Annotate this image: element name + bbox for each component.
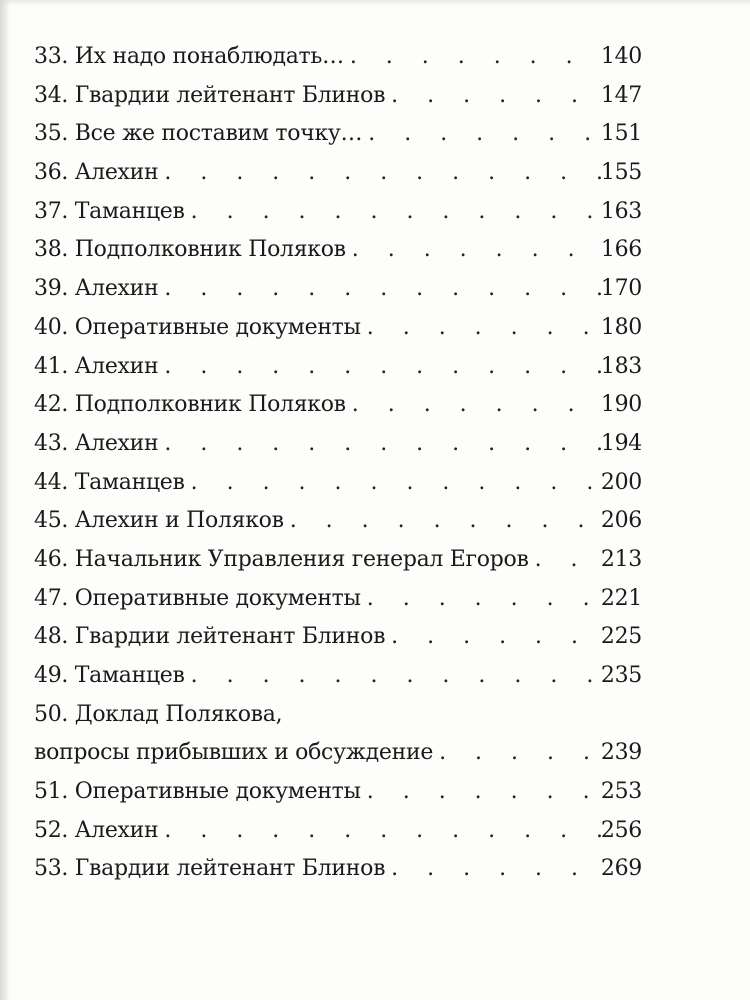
toc-entry-title: 52. Алехин — [34, 817, 159, 843]
toc-entry-page: 213 — [600, 546, 642, 572]
toc-entry-47[interactable] — [34, 580, 642, 619]
dot-leader — [385, 77, 601, 116]
toc-entry-title: вопросы прибывших и обсуждение — [34, 740, 434, 766]
dot-leader — [433, 734, 601, 773]
toc-entry-page: 166 — [600, 237, 642, 263]
toc-entry-page: 206 — [600, 508, 642, 534]
dot-leader — [284, 502, 601, 541]
dot-leader — [362, 115, 601, 154]
toc-entry-page: 194 — [600, 430, 642, 456]
table-of-contents — [34, 38, 642, 889]
toc-entry-36[interactable] — [34, 154, 642, 193]
dot-leader — [385, 618, 601, 657]
toc-entry-page: 221 — [600, 585, 642, 611]
toc-entry-49[interactable] — [34, 657, 642, 696]
toc-entry-title: 36. Алехин — [34, 160, 159, 186]
toc-entry-page: 147 — [600, 82, 642, 108]
dot-leader — [346, 231, 601, 270]
toc-entry-title: 50. Доклад Полякова, — [34, 701, 283, 727]
toc-entry-title: 53. Гвардии лейтенант Блинов — [34, 856, 386, 882]
page-edge-shadow — [0, 0, 750, 6]
toc-entry-53[interactable] — [34, 850, 642, 889]
dot-leader — [185, 193, 601, 232]
toc-entry-page: 269 — [600, 856, 642, 882]
toc-entry-42[interactable] — [34, 386, 642, 425]
dot-leader — [361, 309, 601, 348]
toc-entry-page: 140 — [600, 44, 642, 69]
toc-entry-34[interactable] — [34, 77, 642, 116]
toc-entry-title: 35. Все же поставим точку… — [34, 121, 363, 147]
toc-entry-41[interactable] — [34, 348, 642, 387]
toc-entry-title: 40. Оперативные документы — [34, 314, 361, 340]
toc-entry-title: 44. Таманцев — [34, 469, 185, 495]
dot-leader — [529, 541, 601, 580]
toc-entry-title: 48. Гвардии лейтенант Блинов — [34, 624, 386, 650]
toc-entry-title: 49. Таманцев — [34, 663, 185, 688]
toc-entry-title: 37. Таманцев — [34, 198, 185, 224]
toc-entry-46[interactable] — [34, 541, 642, 580]
toc-entry-48[interactable] — [34, 618, 642, 657]
toc-entry-35[interactable] — [34, 115, 642, 154]
toc-entry-40[interactable] — [34, 309, 642, 348]
toc-entry-title: 51. Оперативные документы — [34, 779, 361, 805]
dot-leader — [361, 773, 601, 812]
dot-leader — [185, 464, 601, 503]
toc-entry-page: 239 — [600, 740, 642, 766]
toc-entry-44[interactable] — [34, 464, 642, 503]
toc-entry-page: 155 — [600, 160, 642, 186]
toc-entry-51[interactable] — [34, 773, 642, 812]
toc-entry-37[interactable] — [34, 193, 642, 232]
toc-entry-page: 190 — [600, 392, 642, 418]
dot-leader — [158, 154, 601, 193]
toc-entry-title: 33. Их надо понаблюдать… — [34, 44, 344, 69]
dot-leader — [158, 425, 601, 464]
toc-entry-page: 200 — [600, 469, 642, 495]
toc-entry-38[interactable] — [34, 231, 642, 270]
toc-entry-43[interactable] — [34, 425, 642, 464]
toc-entry-page: 256 — [600, 817, 642, 843]
toc-entry-page: 180 — [600, 314, 642, 340]
dot-leader — [185, 657, 601, 696]
toc-entry-title: 34. Гвардии лейтенант Блинов — [34, 82, 386, 108]
toc-entry-page: 151 — [600, 121, 642, 147]
toc-entry-title: 42. Подполковник Поляков — [34, 392, 346, 418]
dot-leader — [158, 348, 601, 387]
dot-leader — [158, 812, 601, 851]
page-edge-shadow-left — [0, 0, 10, 1000]
toc-entry-title: 47. Оперативные документы — [34, 585, 361, 611]
toc-entry-title: 39. Алехин — [34, 276, 159, 302]
toc-entry-50[interactable] — [34, 696, 642, 735]
dot-leader — [385, 850, 601, 889]
dot-leader — [344, 38, 601, 77]
toc-entry-page: 183 — [600, 353, 642, 379]
toc-entry-45[interactable] — [34, 502, 642, 541]
toc-entry-50-continued[interactable] — [34, 734, 642, 773]
dot-leader — [158, 270, 601, 309]
toc-entry-title: 41. Алехин — [34, 353, 159, 379]
toc-entry-page: 163 — [600, 198, 642, 224]
toc-entry-title: 46. Начальник Управления генерал Егоров — [34, 546, 529, 572]
dot-leader — [361, 580, 601, 619]
toc-entry-page: 170 — [600, 276, 642, 302]
toc-entry-39[interactable] — [34, 270, 642, 309]
toc-entry-page: 235 — [600, 663, 642, 688]
dot-leader — [346, 386, 601, 425]
toc-entry-page: 225 — [600, 624, 642, 650]
toc-entry-33[interactable] — [34, 38, 642, 77]
toc-entry-page: 253 — [600, 779, 642, 805]
toc-entry-title: 38. Подполковник Поляков — [34, 237, 346, 263]
toc-entry-title: 45. Алехин и Поляков — [34, 508, 284, 534]
toc-entry-title: 43. Алехин — [34, 430, 159, 456]
toc-entry-52[interactable] — [34, 812, 642, 851]
